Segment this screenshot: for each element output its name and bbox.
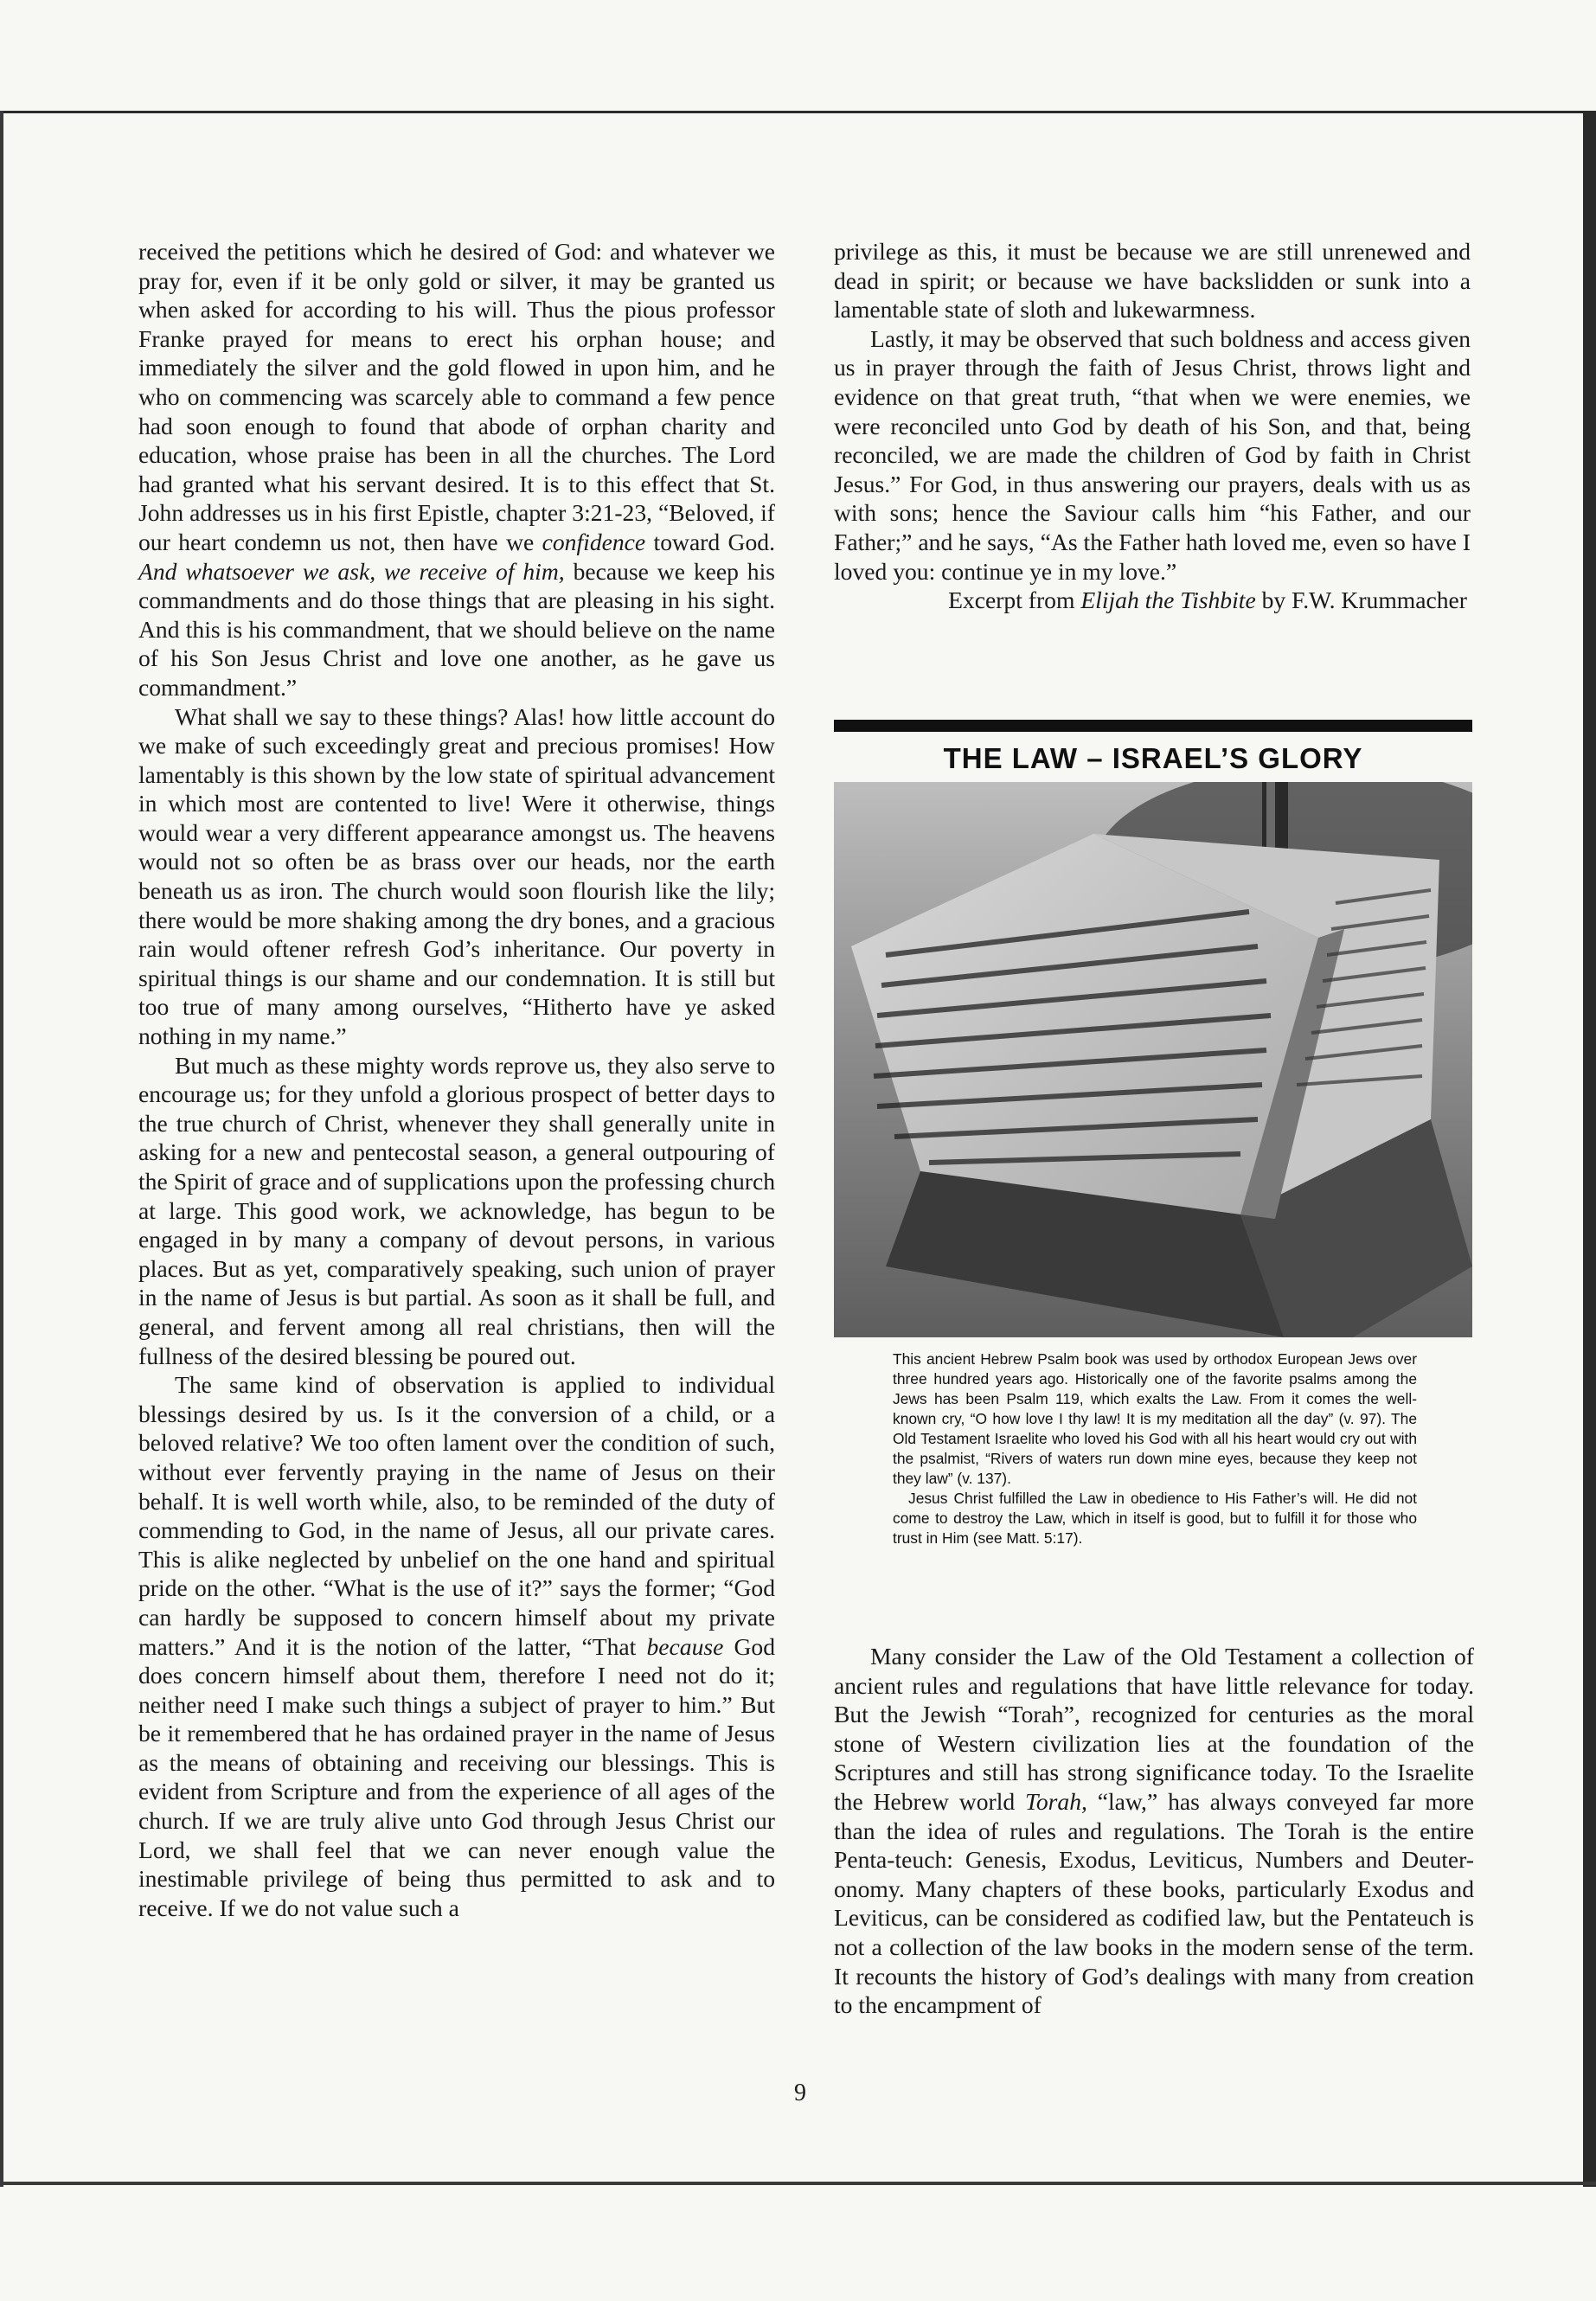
open-book-illustration (834, 782, 1472, 1337)
section-divider (834, 720, 1472, 732)
emphasis: confidence (542, 528, 646, 555)
paragraph: received the petitions which he desired of God: and whatever we pray for, even if it be only gold or silver, it may be granted us when asked for according to his will. Thus the pious professor Franke prayed for means to erect his orphan house; and immediately the silver and the gold flowed in upon him, and he who on commencing was scarcely able to command a few pence had soon enough to found that abode of orphan charity and education, whose praise has been in all the churches. The Lord had granted what his servant desired. It is to this effect that St. John addresses us in his first Epistle, chapter 3:21-23, “Beloved, if our heart condemn us not, then have we confidence toward God. And whatsoever we ask, we receive of him, because we keep his commandments and do those things that are pleasing in his sight. And this is his commandment, that we should believe on the name of his Son Jesus Christ and love one another, as he gave us commandment.” (138, 238, 775, 701)
caption-paragraph: Jesus Christ fulfilled the Law in obedience to His Father’s will. He did not come to destroy the Law, which in itself is good, but to fulfill it for those who trust in Him (see Matt. 5:17). (893, 1490, 1417, 1547)
caption-paragraph: This ancient Hebrew Psalm book was used by orthodox European Jews over three hundred years ago. Historically one of the favorite psalms among the Jews has been Psalm 119, which exalts the Law. From it comes the well-known cry, “O how love I thy law! It is my meditation all the day” (v. 97). The Old Testament Israelite who loved his God with all his heart would cry out with the psalmist, “Rivers of waters run down mine eyes, because they keep not they law” (v. 137). (893, 1350, 1417, 1487)
emphasis: because (646, 1632, 724, 1660)
paragraph: Lastly, it may be observed that such boldness and access given us in prayer through the faith of Jesus Christ, throws light and evidence on that great truth, “that when we were enemies, we were reconciled unto God by death of his Son, and that, being reconciled, we are made the children of God by faith in Christ Jesus.” For God, in thus answering our prayers, deals with us as with sons; hence the Saviour calls him “his Father, and our Father;” and he says, “As the Father hath loved me, even so have I loved you: continue ye in my love.” (834, 324, 1471, 585)
paragraph: But much as these mighty words reprove us, they also serve to encourage us; for they unfold a glorious prospect of better days to the true church of Christ, whenever they shall generally unite in asking for a new and pentecostal season, a general outpouring of the Spirit of grace and of supplications upon the professing church at large. This good work, we acknowledge, has begun to be engaged in by many a company of devout persons, in various places. But as yet, comparatively speaking, such union of prayer in the name of Jesus is but partial. As soon as it shall be full, and general, and fervent among all real christians, then will the fullness of the desired blessing be poured out. (138, 1051, 775, 1369)
paragraph: Many consider the Law of the Old Testament a collection of ancient rules and regulations that have little relevance for today. But the Jewish “Torah”, recognized for centuries as the moral stone of Western civilization lies at the foundation of the Scriptures and still has strong significance today. To the Israelite the Hebrew world Torah, “law,” has always conveyed far more than the idea of rules and regulations. The Torah is the entire Penta-teuch: Genesis, Exodus, Leviticus, Numbers and Deuter-onomy. Many chapters of these books, particularly Exodus and Leviticus, can be considered as codified law, but the Pentateuch is not a collection of the law books in the modern sense of the term. It recounts the history of God’s dealings with many from creation to the encampment of (834, 1643, 1474, 2019)
section-title: THE LAW – ISRAEL’S GLORY (943, 742, 1363, 774)
page-left-edge (0, 111, 3, 2187)
photo-caption (893, 1349, 1417, 1548)
paragraph: The same kind of observation is applied to individual blessings desired by us. Is it the conversion of a child, or a beloved relative? We too often lament over the condition of such, without ever fervently praying in the name of Jesus on their behalf. It is well worth while, also, to be reminded of the duty of commending to God, in the name of Jesus, all our private cares. This is alike neglected by unbelief on the one hand and spiritual pride on the other. “What is the use of it?” says the former; “God can hardly be supposed to concern himself about my private matters.” And it is the notion of the latter, “That because God does concern himself about them, therefore I need not do it; neither need I make such things a subject of prayer to him.” But be it remembered that he has ordained prayer in the name of Jesus as the means of obtaining and receiving our blessings. This is evident from Scripture and from the experience of all ages of the church. If we are truly alive unto God through Jesus Christ our Lord, we shall feel that we can never enough value the inestimable privilege of being thus permitted to ask and to receive. If we do not value such a (138, 1371, 776, 1921)
emphasis: And whatsoever we ask, we receive of him, (138, 557, 565, 585)
page-bottom-rule (0, 2182, 1596, 2185)
page-top-rule (0, 111, 1596, 113)
paragraph: What shall we say to these things? Alas! how little account do we make of such exceedingly great and precious promises! How lamentably is this shown by the low state of spiritual advancement in which most are contented to live! Were it otherwise, things would wear a very different appearance amongst us. The heavens would not so often be as brass over our heads, nor the earth beneath us as iron. The church would soon flourish like the lily; there would be more shaking among the dry bones, and a gracious rain would oftener refresh God’s inheritance. Our poverty in spiritual things is our shame and our condemnation. It is still but too true of many among ourselves, “Hitherto have ye asked nothing in my name.” (138, 702, 775, 1050)
paragraph: privilege as this, it must be because we are still unrenewed and dead in spirit; or because we have backslidden or sunk into a lamentable state of sloth and lukewarmness. (834, 238, 1471, 324)
right-column-bottom (834, 1642, 1474, 2020)
excerpt-credit: Excerpt from Elijah the Tishbite by F.W. Krummacher (948, 586, 1467, 614)
emphasis: Torah, (1025, 1787, 1087, 1815)
book-title: Elijah the Tishbite (1080, 586, 1256, 614)
right-column-top (834, 237, 1471, 615)
page-right-edge (1583, 111, 1596, 2187)
page-number: 9 (794, 2080, 806, 2106)
hebrew-psalm-book-photo (834, 782, 1472, 1337)
left-column (138, 237, 775, 1922)
